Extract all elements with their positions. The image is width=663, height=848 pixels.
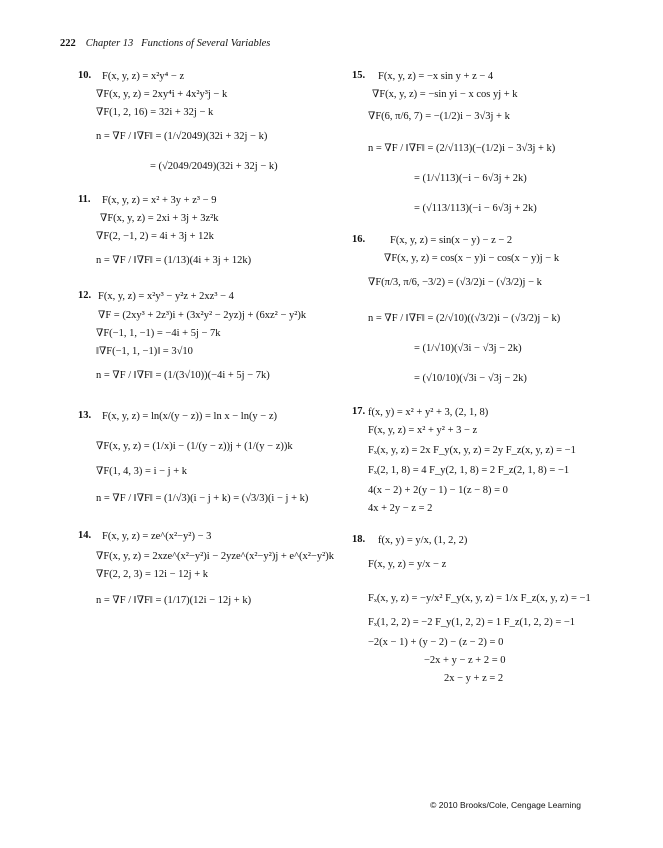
equation-line: F(x, y, z) = y/x − z (368, 559, 447, 570)
equation-line: 2x − y + z = 2 (444, 673, 504, 684)
equation-line: ∇F(1, 2, 16) = 32i + 32j − k (96, 107, 214, 118)
equation-line: −2(x − 1) + (y − 2) − (z − 2) = 0 (368, 637, 504, 648)
equation-line: ∇F(6, π/6, 7) = −(1/2)i − 3√3j + k (368, 111, 510, 122)
running-header (60, 38, 270, 49)
equation-line: Fₓ(1, 2, 2) = −2 F_y(1, 2, 2) = 1 F_z(1, 2, 2) = −1 (368, 617, 576, 628)
equation-line: = (√2049/2049)(32i + 32j − k) (150, 161, 278, 172)
equation-line: n = ∇F / ‖∇F‖ = (2/√113)(−(1/2)i − 3√3j + k) (368, 143, 556, 154)
equation-line: ∇F(x, y, z) = cos(x − y)i − cos(x − y)j − k (384, 253, 560, 264)
equation-line: n = ∇F / ‖∇F‖ = (1/√2049)(32i + 32j − k) (96, 131, 268, 142)
equation-line: n = ∇F / ‖∇F‖ = (1/17)(12i − 12j + k) (96, 595, 252, 606)
equation-line: ∇F(2, 2, 3) = 12i − 12j + k (96, 569, 209, 580)
equation-line: ∇F(1, 4, 3) = i − j + k (96, 466, 188, 477)
equation-line: ∇F(−1, 1, −1) = −4i + 5j − 7k (96, 328, 221, 339)
problem-number: 14. (78, 530, 92, 541)
page-number: 222 (60, 38, 76, 49)
equation-line: = (1/√113)(−i − 6√3j + 2k) (414, 173, 527, 184)
equation-line: Fₓ(x, y, z) = 2x F_y(x, y, z) = 2y F_z(x, y, z) = −1 (368, 445, 576, 456)
problem-number: 13. (78, 410, 92, 421)
equation-line: ∇F(2, −1, 2) = 4i + 3j + 12k (96, 231, 214, 242)
problem-number: 12. (78, 290, 92, 301)
equation-line: n = ∇F / ‖∇F‖ = (2/√10)((√3/2)i − (√3/2)j − k) (368, 313, 561, 324)
problem-number: 16. (352, 234, 366, 245)
equation-line: 4(x − 2) + 2(y − 1) − 1(z − 8) = 0 (368, 485, 508, 496)
problem-number: 10. (78, 70, 92, 81)
equation-line: n = ∇F / ‖∇F‖ = (1/√3)(i − j + k) = (√3/3)(i − j + k) (96, 493, 309, 504)
equation-line: ∇F(x, y, z) = 2xi + 3j + 3z²k (100, 213, 219, 224)
equation-line: ∇F(π/3, π/6, −3/2) = (√3/2)i − (√3/2)j − k (368, 277, 542, 288)
equation-line: −2x + y − z + 2 = 0 (424, 655, 506, 666)
equation-line: f(x, y) = x² + y² + 3, (2, 1, 8) (368, 407, 489, 418)
equation-line: F(x, y, z) = ln(x/(y − z)) = ln x − ln(y − z) (102, 411, 278, 422)
equation-line: Fₓ(2, 1, 8) = 4 F_y(2, 1, 8) = 2 F_z(2, 1, 8) = −1 (368, 465, 570, 476)
equation-line: F(x, y, z) = x²y⁴ − z (102, 71, 185, 82)
problem-number: 15. (352, 70, 366, 81)
chapter-title: Functions of Several Variables (141, 38, 271, 49)
equation-line: Fₓ(x, y, z) = −y/x² F_y(x, y, z) = 1/x F_z(x, y, z) = −1 (368, 593, 591, 604)
copyright-footer: © 2010 Brooks/Cole, Cengage Learning (430, 800, 581, 810)
equation-line: = (1/√10)(√3i − √3j − 2k) (414, 343, 522, 354)
problem-number: 18. (352, 534, 366, 545)
equation-line: f(x, y) = y/x, (1, 2, 2) (378, 535, 468, 546)
equation-line: ∇F(x, y, z) = (1/x)i − (1/(y − z))j + (1/(y − z))k (96, 441, 293, 452)
equation-line: = (√113/113)(−i − 6√3j + 2k) (414, 203, 537, 214)
equation-line: F(x, y, z) = −x sin y + z − 4 (378, 71, 494, 82)
equation-line: ‖∇F(−1, 1, −1)‖ = 3√10 (96, 346, 193, 357)
chapter-label: Chapter 13 (85, 38, 134, 49)
equation-line: 4x + 2y − z = 2 (368, 503, 433, 514)
equation-line: ∇F(x, y, z) = 2xy⁴i + 4x²y³j − k (96, 89, 228, 100)
equation-line: n = ∇F / ‖∇F‖ = (1/(3√10))(−4i + 5j − 7k) (96, 370, 270, 381)
problem-number: 11. (78, 194, 91, 205)
equation-line: F(x, y, z) = x²y³ − y²z + 2xz³ − 4 (98, 291, 234, 302)
equation-line: ∇F(x, y, z) = −sin yi − x cos yj + k (372, 89, 518, 100)
equation-line: = (√10/10)(√3i − √3j − 2k) (414, 373, 527, 384)
equation-line: F(x, y, z) = ze^(x²−y²) − 3 (102, 531, 212, 542)
equation-line: n = ∇F / ‖∇F‖ = (1/13)(4i + 3j + 12k) (96, 255, 252, 266)
equation-line: F(x, y, z) = x² + y² + 3 − z (368, 425, 478, 436)
equation-line: ∇F = (2xy³ + 2z³)i + (3x²y² − 2yz)j + (6xz² − y²)k (98, 310, 307, 321)
equation-line: F(x, y, z) = x² + 3y + z³ − 9 (102, 195, 217, 206)
equation-line: F(x, y, z) = sin(x − y) − z − 2 (390, 235, 513, 246)
problem-number: 17. (352, 406, 366, 417)
equation-line: ∇F(x, y, z) = 2xze^(x²−y²)i − 2yze^(x²−y²)j + e^(x²−y²)k (96, 551, 334, 562)
